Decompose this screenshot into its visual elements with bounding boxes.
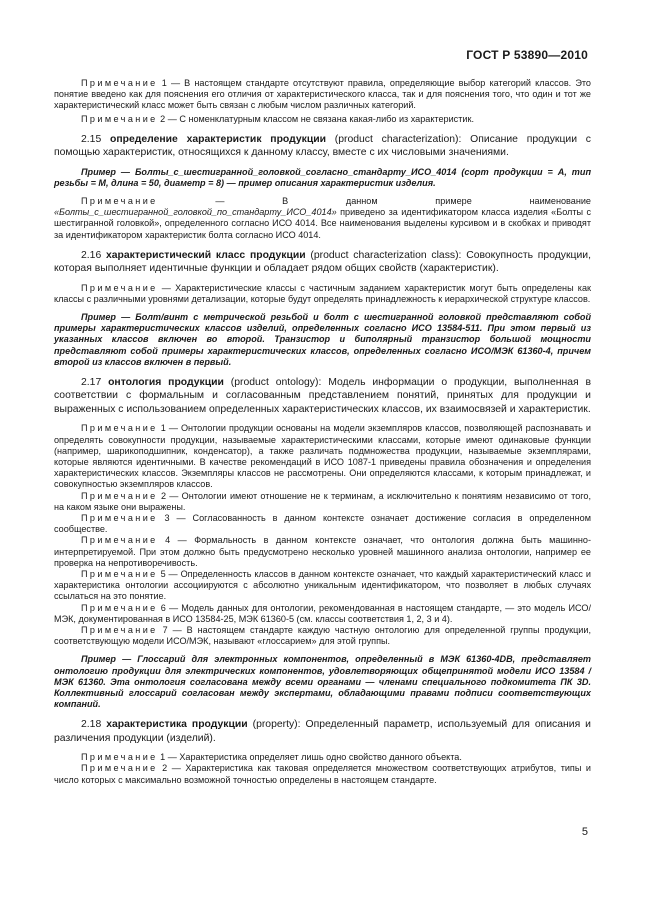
note-label: Примечание: [81, 535, 158, 546]
example-paragraph: Пример — Болты_с_шестигранной_головкой_согласно_стандарту_ИСО_4014 (сорт продукции = А, тип резьбы = М, длина = 50, диаметр = 8) — пример описания характеристик изделия.: [54, 166, 591, 188]
document-body: [54, 78, 591, 786]
note-text: 1 — Характеристика определяет лишь одно свойство данного объекта.: [157, 752, 462, 763]
note-paragraph: [54, 491, 591, 513]
note-label: Примечание: [81, 624, 158, 635]
note-text: 4 — Формальность в данном контексте означает, что онтология должна быть машинно-интерпретируемой. При этом должно быть предусмотрено несколько уровней машинного анализа онтологии, например ее проверка на непротиворечивость.: [54, 535, 591, 568]
note-paragraph: [54, 513, 591, 535]
note-text: 2 — С номенклатурным классом не связана какая-либо из характеристик.: [157, 113, 474, 124]
note-italic-text: «Болты_с_шестигранной_головкой_по_стандарту_ИСО_4014»: [54, 207, 337, 218]
note-text: 5 — Определенность классов в данном контексте означает, что каждый характеристический класс и характеристика онтологии ассоциируются с абсолютно уникальным идентификатором, что позволяет в любых случаях ссылаться на это понятие.: [54, 568, 591, 602]
definition-text: (property): Определенный параметр, используемый для описания и различения продукции (изделий).: [54, 719, 591, 744]
term-name: характеристика продукции: [106, 719, 248, 731]
note-label: Примечание: [81, 196, 158, 207]
note-paragraph: [54, 625, 591, 647]
clause-number: 2.18: [81, 719, 107, 731]
note-label: Примечание: [81, 78, 158, 88]
note-label: Примечание: [81, 763, 158, 774]
clause-number: 2.17: [81, 377, 109, 389]
term-name: характеристический класс продукции: [106, 249, 306, 261]
note-text: — Характеристические классы с частичным заданием характеристик могут быть определены как классы с различными уровнями детализации, которые будут определять принадлежность к иерархической структуре классов.: [54, 282, 591, 304]
page-number: 5: [581, 826, 588, 838]
note-text: приведено за идентификатором класса изделия «Болты с шестигранной головкой», определенного согласно ИСО 4014. Все наименования выделены курсивом и в скобках и приводят за идентификатором характеристик болта согласно ИСО 4014.: [54, 207, 591, 240]
note-paragraph: [54, 283, 591, 305]
definition-2-16: [54, 249, 591, 276]
note-label: Примечание: [81, 512, 158, 523]
term-name: определение характеристик продукции: [110, 133, 326, 145]
note-paragraph: [54, 752, 591, 763]
definition-2-15: [54, 133, 591, 160]
example-paragraph: Пример — Болт/винт с метрической резьбой и болт с шестигранной головкой представляют собой примеры характеристических классов изделий, определенных согласно ИСО 13584-511. При этом первый из указанных классов включен во второй. Транзистор и биполярный транзистор большой мощности представляют собой примеры характеристических классов, определенных согласно ИСО/МЭК 61360-4, причем второй из классов включен в первый.: [54, 312, 591, 367]
note-label: Примечание: [81, 490, 158, 501]
note-text: 2 — Онтологии имеют отношение не к терминам, а исключительно к понятиям независимо от того, на каком языке они выражены.: [54, 490, 591, 512]
document-header: ГОСТ Р 53890—2010: [466, 48, 588, 62]
example-paragraph: Пример — Глоссарий для электронных компонентов, определенный в МЭК 61360-4DB, представляет онтологию продукции для электрических компонентов, удовлетворяющих общепринятой модели ИСО 13584 / МЭК 61360. Эта онтология согласована между всеми органами — членами специального подкомитета ПК 3D. Коллективный глоссарий согласован между экспертами, обладающими правами подписи соответствующих компаний.: [54, 654, 591, 710]
clause-number: 2.15: [81, 133, 110, 145]
note-paragraph: [54, 423, 591, 490]
note-paragraph: [54, 603, 591, 625]
note-paragraph: [54, 196, 591, 241]
note-text: 2 — Характеристика как таковая определяется множеством соответствующих атрибутов, типы и число которых с максимально возможной точностью определены в настоящем стандарте.: [54, 763, 591, 785]
definition-text: (product characterization class): Совокупность продукции, которая выполняет идентичные функции и обладает рядом общих свойств (характеристик).: [54, 249, 591, 275]
definition-2-18: [54, 718, 591, 745]
note-label: Примечание: [81, 568, 158, 579]
note-text: 6 — Модель данных для онтологии, рекомендованная в настоящем стандарте, — это модель ИСО/МЭК, документированная в ИСО 13584-25, МЭК 61360-5 (см. классы соответствия 1, 2, 3 и 4).: [54, 602, 591, 624]
note-paragraph: [54, 569, 591, 603]
note-paragraph: [54, 535, 591, 569]
note-label: Примечание: [81, 752, 158, 763]
note-label: Примечание: [81, 113, 158, 124]
note-label: Примечание: [81, 282, 158, 293]
definition-text: (product ontology): Модель информации о продукции, выполненная в соответствии с формальным и согласованным представлением понятий, принятых для продукции и выраженных с использованием определенных характеристических классов, их взаимосвязей и характеристик.: [54, 377, 591, 415]
clause-number: 2.16: [81, 249, 106, 261]
note-paragraph: [54, 78, 591, 112]
definition-2-17: [54, 376, 591, 416]
note-label: Примечание: [81, 602, 158, 613]
note-text: 1 — Онтологии продукции основаны на модели экземпляров классов, позволяющей распознавать и определять совокупности продукции, называемые характеристическими классами, которые имеют одинаковые функции (например, шарикоподшипник, конденсатор), а также различать подмножества продукции, называемые экземплярами, которые являются идентичными. В качестве рекомендаций в ИСО 1087-1 приведены правила обозначения и определения характеристических классов. Экземпляры классов не рассмотрены. Они определяются классами, к которым принадлежат, и совокупностью экземпляров классов.: [54, 423, 591, 490]
note-label: Примечание: [81, 423, 158, 434]
note-text: 7 — В настоящем стандарте каждую частную онтологию для определенной группы продукции, соответствующую модели ИСО/МЭК, называют «глоссарием» для этой группы.: [54, 624, 591, 647]
definition-text: (product characterization): Описание продукции с помощью характеристик, относящихся к данному классу, вместе с их числовыми значениями.: [54, 133, 591, 159]
term-name: онтология продукции: [108, 377, 224, 389]
note-text: 1 — В настоящем стандарте отсутствуют правила, определяющие выбор категорий классов. Это понятие введено как для пояснения его отличия от характеристического класса, так и для пояснения того, что один и тот же характеристический класс может быть связан с любым числом различных категорий.: [54, 78, 591, 111]
note-text: 3 — Согласованность в данном контексте означает достижение согласия в определенном сообществе.: [54, 512, 591, 535]
note-paragraph: [54, 114, 591, 125]
note-text: — В данном примере наименование: [157, 196, 591, 207]
note-paragraph: [54, 763, 591, 785]
